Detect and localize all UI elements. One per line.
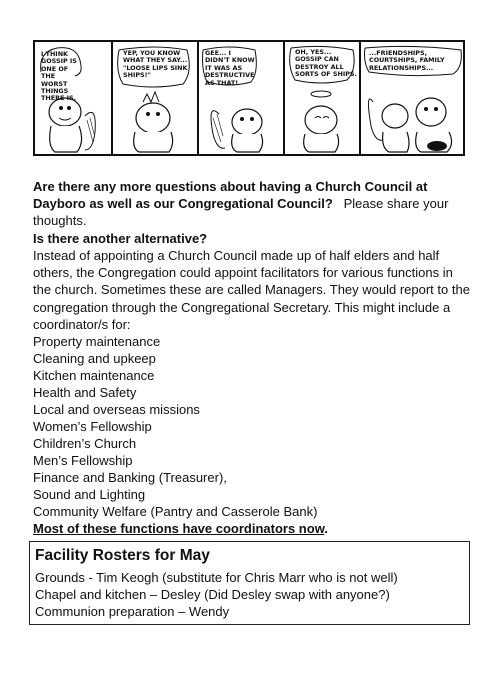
roster-line: Chapel and kitchen – Desley (Did Desley swap with anyone?) — [35, 587, 390, 602]
list-item: Women’s Fellowship — [33, 419, 152, 434]
comic-strip — [33, 40, 465, 156]
functions-note-period: . — [324, 521, 328, 536]
list-item: Local and overseas missions — [33, 402, 200, 417]
comic-panel-5 — [359, 42, 465, 154]
speech-bubble-3: GEE... I DIDN'T KNOW IT WAS AS DESTRUCTIVE AS THAT! — [205, 49, 255, 87]
speech-bubble-2: YEP, YOU KNOW WHAT THEY SAY... "LOOSE LIPS SINK SHIPS!" — [123, 49, 188, 80]
question-heading: Are there any more questions about having a Church Council at Dayboro as well as our Congregational Council? — [33, 179, 428, 212]
comic-panel-1 — [35, 42, 111, 154]
roster-box — [29, 541, 470, 625]
list-item: Cleaning and upkeep — [33, 351, 156, 366]
list-item: Children’s Church — [33, 436, 137, 451]
list-item: Health and Safety — [33, 385, 137, 400]
list-item: Sound and Lighting — [33, 487, 146, 502]
alternative-heading: Is there another alternative? — [33, 231, 208, 246]
comic-panel-3 — [197, 42, 283, 154]
roster-line: Grounds - Tim Keogh (substitute for Chris Marr who is not well) — [35, 570, 398, 585]
list-item: Community Welfare (Pantry and Casserole Bank) — [33, 504, 318, 519]
question-followup: Please share your thoughts. — [33, 196, 449, 229]
functions-note — [33, 520, 328, 537]
roster-line: Communion preparation – Wendy — [35, 604, 230, 619]
speech-bubble-4: OH, YES... GOSSIP CAN DESTROY ALL SORTS OF SHIPS. — [295, 48, 357, 79]
comic-panel-2 — [111, 42, 197, 154]
list-item: Kitchen maintenance — [33, 368, 155, 383]
comic-panel-4 — [283, 42, 359, 154]
functions-note-text: Most of these functions have coordinators now — [33, 521, 325, 536]
roster-title: Facility Rosters for May — [35, 547, 210, 564]
list-item: Men’s Fellowship — [33, 453, 133, 468]
alternative-paragraph: Instead of appointing a Church Council made up of half elders and half others, the Congregation could appoint facilitators for various functions in the church. Sometimes these are called Managers. They would report to the congregation through the Congregational Secretary. This might include a coordinator/s for: — [33, 248, 470, 332]
speech-bubble-5: ...FRIENDSHIPS, COURTSHIPS, FAMILY RELATIONSHIPS... — [369, 49, 445, 72]
list-item: Property maintenance — [33, 334, 161, 349]
list-item: Finance and Banking (Treasurer), — [33, 470, 227, 485]
question-paragraph — [33, 178, 473, 230]
speech-bubble-1: I THINK GOSSIP IS ONE OF THE WORST THINGS THERE IS. — [41, 50, 77, 103]
